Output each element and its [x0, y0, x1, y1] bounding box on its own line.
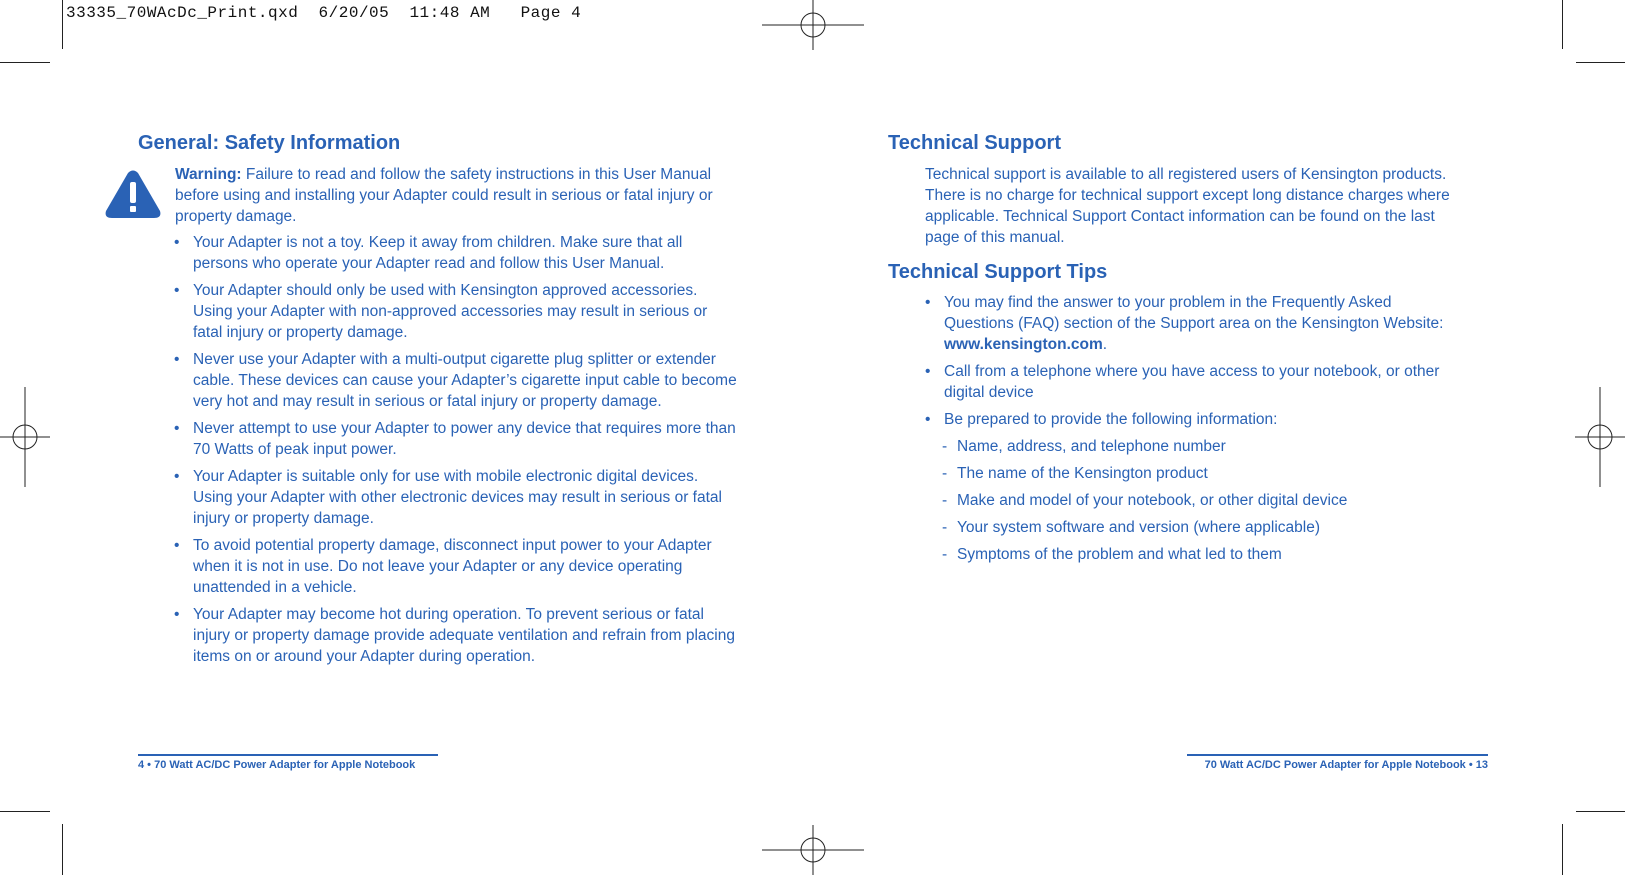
list-item: - Your system software and version (where applicable): [939, 517, 1459, 538]
registration-mark-icon: [762, 825, 864, 875]
warning-triangle-icon: [104, 169, 162, 219]
crop-mark: [0, 62, 50, 63]
list-item: - The name of the Kensington product: [939, 463, 1459, 484]
list-item: • Be prepared to provide the following information:: [925, 409, 1465, 430]
warning-label: Warning:: [175, 166, 242, 183]
crop-mark: [1562, 0, 1563, 49]
warning-text: Failure to read and follow the safety instructions in this User Manual before using and installing your Adapter could result in serious or fatal injury or property damage.: [175, 166, 713, 225]
footer-rule: [138, 754, 438, 756]
registration-mark-icon: [762, 0, 864, 50]
list-item: • Call from a telephone where you have access to your notebook, or other digital device: [925, 361, 1465, 403]
footer-right: 70 Watt AC/DC Power Adapter for Apple Notebook • 13: [1204, 759, 1488, 771]
info-list: [939, 436, 1459, 571]
list-item: - Name, address, and telephone number: [939, 436, 1459, 457]
website-link[interactable]: www.kensington.com: [944, 336, 1103, 353]
tip-faq-text: You may find the answer to your problem in the Frequently Asked Questions (FAQ) section of the Support area on the Kensington Website:: [944, 294, 1444, 332]
list-item: • Your Adapter may become hot during operation. To prevent serious or fatal injury or property damage provide adequate ventilation and refrain from placing items on or around your Adapter during operation.: [174, 604, 739, 667]
crop-mark: [0, 811, 50, 812]
section-title-tips: Technical Support Tips: [888, 261, 1108, 283]
support-paragraph: Technical support is available to all registered users of Kensington products. There is no charge for technical support except long distance charges where applicable. Technical Support Contact information can be found on the last page of this manual.: [925, 166, 1450, 246]
footer-left: 4 • 70 Watt AC/DC Power Adapter for Apple Notebook: [138, 759, 416, 771]
print-slug: 33335_70WAcDc_Print.qxd 6/20/05 11:48 AM Page 4: [66, 4, 582, 22]
registration-mark-icon: [1575, 387, 1625, 487]
crop-mark: [1576, 811, 1625, 812]
page-title-safety: General: Safety Information: [138, 132, 401, 154]
list-item: [925, 292, 1465, 355]
tip-faq-end: .: [1102, 336, 1108, 353]
list-item: • Never use your Adapter with a multi-output cigarette plug splitter or extender cable. These devices can cause your Adapter’s cigarette input cable to become very hot and may result in serious or fatal injury or property damage.: [174, 349, 739, 412]
page-title-support: Technical Support: [888, 132, 1061, 154]
warning-paragraph: [175, 164, 740, 227]
list-item: • Your Adapter should only be used with Kensington approved accessories. Using your Adapter with non-approved accessories may result in serious or fatal injury or property damage.: [174, 280, 739, 343]
crop-mark: [62, 0, 63, 49]
list-item: • Never attempt to use your Adapter to power any device that requires more than 70 Watts of peak input power.: [174, 418, 739, 460]
list-item: • Your Adapter is not a toy. Keep it away from children. Make sure that all persons who operate your Adapter read and follow this User Manual.: [174, 232, 739, 274]
registration-mark-icon: [0, 387, 50, 487]
list-item: • Your Adapter is suitable only for use with mobile electronic digital devices. Using your Adapter with other electronic devices may result in serious or fatal injury or property damage.: [174, 466, 739, 529]
footer-rule: [1187, 754, 1488, 756]
list-item: - Symptoms of the problem and what led to them: [939, 544, 1459, 565]
crop-mark: [1576, 62, 1625, 63]
list-item: • To avoid potential property damage, disconnect input power to your Adapter when it is not in use. Do not leave your Adapter or any device operating unattended in a vehicle.: [174, 535, 739, 598]
list-item: - Make and model of your notebook, or other digital device: [939, 490, 1459, 511]
safety-list: [174, 232, 739, 673]
tips-list: [925, 292, 1465, 436]
crop-mark: [62, 824, 63, 875]
crop-mark: [1562, 824, 1563, 875]
